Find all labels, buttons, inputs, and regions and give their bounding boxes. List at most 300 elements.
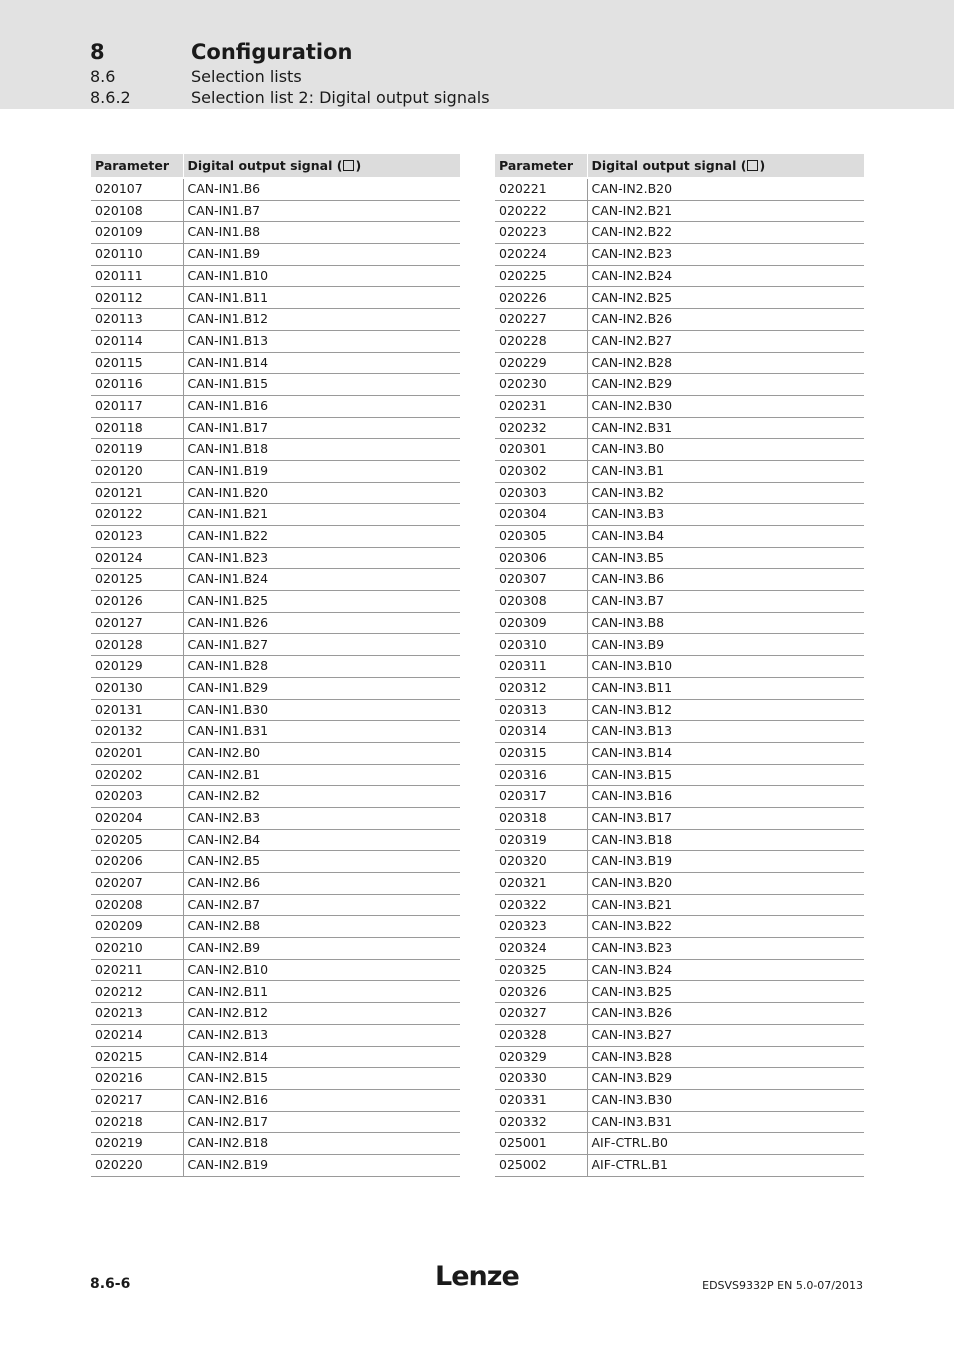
table-row: [495, 330, 864, 352]
signal-cell: CAN-IN2.B6: [183, 873, 460, 895]
parameter-cell: 020131: [91, 699, 183, 721]
signal-cell: CAN-IN1.B8: [183, 222, 460, 244]
table-row: [91, 1133, 460, 1155]
table-row: [91, 981, 460, 1003]
signal-cell: CAN-IN1.B31: [183, 721, 460, 743]
table-row: [91, 699, 460, 721]
table-row: [91, 1024, 460, 1046]
parameter-cell: 020223: [495, 222, 587, 244]
signal-cell: CAN-IN1.B11: [183, 287, 460, 309]
signal-cell: CAN-IN2.B17: [183, 1111, 460, 1133]
parameter-cell: 020220: [91, 1154, 183, 1176]
table-row: [495, 938, 864, 960]
table-row: [495, 873, 864, 895]
signal-cell: CAN-IN3.B23: [587, 938, 864, 960]
signal-cell: CAN-IN3.B18: [587, 829, 864, 851]
signal-cell: CAN-IN2.B3: [183, 807, 460, 829]
signal-cell: CAN-IN3.B5: [587, 547, 864, 569]
table-row: [91, 916, 460, 938]
table-row: [495, 178, 864, 200]
signal-cell: CAN-IN2.B4: [183, 829, 460, 851]
table-row: [91, 656, 460, 678]
parameter-cell: 020332: [495, 1111, 587, 1133]
parameter-cell: 020108: [91, 200, 183, 222]
table-row: [495, 569, 864, 591]
signal-cell: CAN-IN1.B10: [183, 265, 460, 287]
signal-cell: CAN-IN3.B9: [587, 634, 864, 656]
parameter-cell: 020205: [91, 829, 183, 851]
signal-cell: CAN-IN3.B2: [587, 482, 864, 504]
table-row: [91, 287, 460, 309]
table-row: [91, 200, 460, 222]
parameter-cell: 020111: [91, 265, 183, 287]
parameter-cell: 020231: [495, 395, 587, 417]
signal-cell: CAN-IN1.B6: [183, 178, 460, 200]
parameter-cell: 020215: [91, 1046, 183, 1068]
signal-cell: CAN-IN3.B22: [587, 916, 864, 938]
parameter-cell: 020221: [495, 178, 587, 200]
table-row: [495, 591, 864, 613]
signal-cell: CAN-IN3.B31: [587, 1111, 864, 1133]
parameter-cell: 020225: [495, 265, 587, 287]
table-row: [91, 178, 460, 200]
signal-cell: CAN-IN3.B4: [587, 526, 864, 548]
parameter-cell: 020325: [495, 959, 587, 981]
table-row: [91, 417, 460, 439]
column-header-signal-label: Digital output signal (: [591, 158, 747, 173]
table-row: [91, 1111, 460, 1133]
table-row: [91, 786, 460, 808]
parameter-cell: 020310: [495, 634, 587, 656]
signal-cell: CAN-IN3.B26: [587, 1003, 864, 1025]
table-row: [91, 482, 460, 504]
table-row: [495, 504, 864, 526]
signal-cell: CAN-IN1.B28: [183, 656, 460, 678]
section-number: 8.6: [90, 67, 116, 86]
table-row: [495, 656, 864, 678]
parameter-cell: 020211: [91, 959, 183, 981]
parameter-cell: 020126: [91, 591, 183, 613]
table-row: [91, 612, 460, 634]
signal-cell: CAN-IN3.B24: [587, 959, 864, 981]
parameter-cell: 020303: [495, 482, 587, 504]
parameter-cell: 020301: [495, 439, 587, 461]
table-row: [495, 699, 864, 721]
parameter-cell: 020302: [495, 460, 587, 482]
parameter-cell: 020209: [91, 916, 183, 938]
table-row: [495, 1089, 864, 1111]
signal-cell: CAN-IN3.B6: [587, 569, 864, 591]
section-title: Selection lists: [191, 67, 302, 86]
table-row: [495, 439, 864, 461]
table-row: [495, 1154, 864, 1176]
signal-cell: CAN-IN2.B2: [183, 786, 460, 808]
parameter-cell: 020329: [495, 1046, 587, 1068]
column-header-signal-close: ): [355, 158, 362, 173]
column-header-signal: [183, 154, 460, 178]
signal-cell: CAN-IN3.B7: [587, 591, 864, 613]
parameter-cell: 020324: [495, 938, 587, 960]
table-row: [495, 916, 864, 938]
table-row: [91, 1089, 460, 1111]
table-row: [495, 959, 864, 981]
signal-cell: CAN-IN2.B14: [183, 1046, 460, 1068]
table-row: [91, 395, 460, 417]
parameter-cell: 020222: [495, 200, 587, 222]
signal-cell: CAN-IN1.B25: [183, 591, 460, 613]
table-row: [495, 721, 864, 743]
table-row: [495, 265, 864, 287]
parameter-cell: 020305: [495, 526, 587, 548]
signal-cell: CAN-IN3.B29: [587, 1068, 864, 1090]
signal-cell: AIF-CTRL.B1: [587, 1154, 864, 1176]
parameter-cell: 020229: [495, 352, 587, 374]
parameter-cell: 020130: [91, 677, 183, 699]
parameter-cell: 020313: [495, 699, 587, 721]
table-row: [495, 417, 864, 439]
table-row: [495, 200, 864, 222]
table-row: [91, 959, 460, 981]
parameter-cell: 020125: [91, 569, 183, 591]
table-row: [91, 374, 460, 396]
table-row: [91, 873, 460, 895]
parameter-cell: 020203: [91, 786, 183, 808]
signal-cell: CAN-IN2.B18: [183, 1133, 460, 1155]
parameter-cell: 020308: [495, 591, 587, 613]
table-row: [495, 894, 864, 916]
parameter-cell: 020232: [495, 417, 587, 439]
parameter-cell: 020107: [91, 178, 183, 200]
table-row: [91, 569, 460, 591]
parameter-cell: 020331: [495, 1089, 587, 1111]
signal-cell: CAN-IN1.B9: [183, 244, 460, 266]
table-row: [495, 395, 864, 417]
table-row: [495, 1046, 864, 1068]
table-row: [91, 894, 460, 916]
table-row: [495, 352, 864, 374]
square-icon: [343, 160, 354, 171]
signal-cell: CAN-IN1.B22: [183, 526, 460, 548]
parameter-cell: 020323: [495, 916, 587, 938]
parameter-cell: 020311: [495, 656, 587, 678]
parameter-cell: 020314: [495, 721, 587, 743]
square-icon: [747, 160, 758, 171]
parameter-cell: 020121: [91, 482, 183, 504]
signal-cell: CAN-IN3.B19: [587, 851, 864, 873]
parameter-cell: 020129: [91, 656, 183, 678]
parameter-cell: 020318: [495, 807, 587, 829]
signal-cell: CAN-IN1.B21: [183, 504, 460, 526]
table-row: [91, 504, 460, 526]
signal-cell: CAN-IN1.B12: [183, 309, 460, 331]
signal-cell: CAN-IN3.B0: [587, 439, 864, 461]
signal-cell: CAN-IN2.B20: [587, 178, 864, 200]
parameter-cell: 020228: [495, 330, 587, 352]
table-row: [495, 1003, 864, 1025]
signal-cell: CAN-IN1.B16: [183, 395, 460, 417]
parameter-cell: 020330: [495, 1068, 587, 1090]
parameter-cell: 020218: [91, 1111, 183, 1133]
signal-cell: CAN-IN1.B15: [183, 374, 460, 396]
chapter-number: 8: [90, 40, 105, 64]
signal-cell: CAN-IN3.B28: [587, 1046, 864, 1068]
signal-cell: CAN-IN2.B25: [587, 287, 864, 309]
table-row: [495, 786, 864, 808]
table-row: [495, 634, 864, 656]
signal-cell: CAN-IN2.B31: [587, 417, 864, 439]
selection-table-right: [495, 154, 864, 1177]
parameter-cell: 020307: [495, 569, 587, 591]
parameter-cell: 020114: [91, 330, 183, 352]
signal-cell: CAN-IN3.B11: [587, 677, 864, 699]
signal-cell: CAN-IN1.B14: [183, 352, 460, 374]
parameter-cell: 020224: [495, 244, 587, 266]
parameter-cell: 020316: [495, 764, 587, 786]
table-row: [91, 721, 460, 743]
signal-cell: CAN-IN2.B1: [183, 764, 460, 786]
signal-cell: CAN-IN2.B30: [587, 395, 864, 417]
table-body: [91, 178, 460, 1176]
signal-cell: CAN-IN1.B13: [183, 330, 460, 352]
table-row: [495, 287, 864, 309]
parameter-cell: 020118: [91, 417, 183, 439]
table-row: [495, 851, 864, 873]
parameter-cell: 020207: [91, 873, 183, 895]
table-row: [91, 526, 460, 548]
table-row: [91, 807, 460, 829]
signal-cell: CAN-IN2.B10: [183, 959, 460, 981]
parameter-cell: 020328: [495, 1024, 587, 1046]
parameter-cell: 020212: [91, 981, 183, 1003]
signal-cell: CAN-IN2.B5: [183, 851, 460, 873]
table-row: [91, 330, 460, 352]
table-row: [495, 764, 864, 786]
table-row: [91, 244, 460, 266]
signal-cell: CAN-IN1.B23: [183, 547, 460, 569]
selection-table-left: [91, 154, 460, 1177]
parameter-cell: 020320: [495, 851, 587, 873]
signal-cell: CAN-IN2.B21: [587, 200, 864, 222]
table-row: [91, 634, 460, 656]
parameter-cell: 020213: [91, 1003, 183, 1025]
table-header-row: [91, 154, 460, 178]
chapter-title: Configuration: [191, 40, 353, 64]
parameter-cell: 020217: [91, 1089, 183, 1111]
signal-cell: CAN-IN3.B17: [587, 807, 864, 829]
parameter-cell: 020113: [91, 309, 183, 331]
parameter-cell: 020122: [91, 504, 183, 526]
table-row: [91, 309, 460, 331]
signal-cell: CAN-IN3.B20: [587, 873, 864, 895]
column-header-signal: [587, 154, 864, 178]
parameter-cell: 020315: [495, 742, 587, 764]
signal-cell: CAN-IN1.B30: [183, 699, 460, 721]
signal-cell: AIF-CTRL.B0: [587, 1133, 864, 1155]
table-row: [91, 222, 460, 244]
signal-cell: CAN-IN2.B26: [587, 309, 864, 331]
signal-cell: CAN-IN1.B27: [183, 634, 460, 656]
table-row: [495, 526, 864, 548]
signal-cell: CAN-IN3.B1: [587, 460, 864, 482]
table-header-row: [495, 154, 864, 178]
table-row: [91, 591, 460, 613]
parameter-cell: 020214: [91, 1024, 183, 1046]
table-row: [495, 547, 864, 569]
signal-cell: CAN-IN3.B30: [587, 1089, 864, 1111]
parameter-cell: 020322: [495, 894, 587, 916]
signal-cell: CAN-IN1.B7: [183, 200, 460, 222]
table-row: [495, 309, 864, 331]
table-row: [495, 1068, 864, 1090]
signal-cell: CAN-IN2.B12: [183, 1003, 460, 1025]
parameter-cell: 020327: [495, 1003, 587, 1025]
column-header-signal-label: Digital output signal (: [187, 158, 343, 173]
table-row: [91, 1046, 460, 1068]
table-row: [91, 677, 460, 699]
parameter-cell: 025001: [495, 1133, 587, 1155]
table-row: [91, 1003, 460, 1025]
parameter-cell: 020227: [495, 309, 587, 331]
parameter-cell: 020110: [91, 244, 183, 266]
table-row: [495, 1024, 864, 1046]
signal-cell: CAN-IN2.B13: [183, 1024, 460, 1046]
parameter-cell: 020219: [91, 1133, 183, 1155]
table-row: [91, 742, 460, 764]
table-row: [91, 439, 460, 461]
subsection-title: Selection list 2: Digital output signals: [191, 88, 490, 107]
parameter-cell: 020120: [91, 460, 183, 482]
page-number: 8.6-6: [90, 1276, 131, 1292]
table-row: [91, 764, 460, 786]
table-row: [495, 374, 864, 396]
signal-cell: CAN-IN3.B15: [587, 764, 864, 786]
parameter-cell: 020119: [91, 439, 183, 461]
parameter-cell: 020210: [91, 938, 183, 960]
signal-cell: CAN-IN3.B14: [587, 742, 864, 764]
table-row: [91, 460, 460, 482]
signal-cell: CAN-IN3.B3: [587, 504, 864, 526]
table-row: [495, 829, 864, 851]
table-row: [91, 829, 460, 851]
parameter-cell: 020216: [91, 1068, 183, 1090]
table-row: [91, 851, 460, 873]
table-row: [495, 612, 864, 634]
parameter-cell: 020124: [91, 547, 183, 569]
table-row: [495, 807, 864, 829]
signal-cell: CAN-IN2.B19: [183, 1154, 460, 1176]
signal-cell: CAN-IN2.B29: [587, 374, 864, 396]
signal-cell: CAN-IN1.B20: [183, 482, 460, 504]
parameter-cell: 020202: [91, 764, 183, 786]
signal-cell: CAN-IN1.B18: [183, 439, 460, 461]
table-row: [495, 1111, 864, 1133]
parameter-cell: 020319: [495, 829, 587, 851]
parameter-cell: 020112: [91, 287, 183, 309]
table-row: [495, 244, 864, 266]
parameter-cell: 020230: [495, 374, 587, 396]
signal-cell: CAN-IN3.B10: [587, 656, 864, 678]
lenze-logo: Lenze: [435, 1261, 519, 1292]
table-row: [91, 265, 460, 287]
signal-cell: CAN-IN2.B28: [587, 352, 864, 374]
table-row: [91, 352, 460, 374]
table-row: [91, 1154, 460, 1176]
parameter-cell: 020109: [91, 222, 183, 244]
document-id: EDSVS9332P EN 5.0-07/2013: [702, 1279, 863, 1292]
table-row: [495, 742, 864, 764]
signal-cell: CAN-IN2.B22: [587, 222, 864, 244]
table-row: [495, 1133, 864, 1155]
signal-cell: CAN-IN3.B12: [587, 699, 864, 721]
signal-cell: CAN-IN2.B27: [587, 330, 864, 352]
parameter-cell: 020127: [91, 612, 183, 634]
table-row: [91, 547, 460, 569]
table-row: [495, 482, 864, 504]
table-row: [91, 1068, 460, 1090]
parameter-cell: 020115: [91, 352, 183, 374]
column-header-signal-close: ): [759, 158, 766, 173]
signal-cell: CAN-IN2.B15: [183, 1068, 460, 1090]
parameter-cell: 020128: [91, 634, 183, 656]
signal-cell: CAN-IN1.B29: [183, 677, 460, 699]
parameter-cell: 020306: [495, 547, 587, 569]
parameter-cell: 020321: [495, 873, 587, 895]
signal-cell: CAN-IN2.B0: [183, 742, 460, 764]
signal-cell: CAN-IN1.B24: [183, 569, 460, 591]
table-row: [91, 938, 460, 960]
parameter-cell: 020326: [495, 981, 587, 1003]
signal-cell: CAN-IN2.B23: [587, 244, 864, 266]
signal-cell: CAN-IN2.B8: [183, 916, 460, 938]
signal-cell: CAN-IN1.B19: [183, 460, 460, 482]
parameter-cell: 020201: [91, 742, 183, 764]
signal-cell: CAN-IN3.B16: [587, 786, 864, 808]
signal-cell: CAN-IN1.B17: [183, 417, 460, 439]
signal-cell: CAN-IN2.B11: [183, 981, 460, 1003]
signal-cell: CAN-IN3.B21: [587, 894, 864, 916]
signal-cell: CAN-IN3.B13: [587, 721, 864, 743]
signal-cell: CAN-IN2.B9: [183, 938, 460, 960]
parameter-cell: 020226: [495, 287, 587, 309]
column-header-parameter: Parameter: [91, 154, 183, 178]
signal-cell: CAN-IN2.B16: [183, 1089, 460, 1111]
signal-cell: CAN-IN3.B8: [587, 612, 864, 634]
table-row: [495, 222, 864, 244]
signal-cell: CAN-IN2.B24: [587, 265, 864, 287]
table-row: [495, 460, 864, 482]
table-row: [495, 677, 864, 699]
parameter-cell: 020317: [495, 786, 587, 808]
signal-cell: CAN-IN1.B26: [183, 612, 460, 634]
subsection-number: 8.6.2: [90, 88, 131, 107]
parameter-cell: 020312: [495, 677, 587, 699]
signal-cell: CAN-IN2.B7: [183, 894, 460, 916]
parameter-cell: 020123: [91, 526, 183, 548]
signal-cell: CAN-IN3.B27: [587, 1024, 864, 1046]
table-row: [495, 981, 864, 1003]
column-header-parameter: Parameter: [495, 154, 587, 178]
parameter-cell: 020117: [91, 395, 183, 417]
parameter-cell: 020208: [91, 894, 183, 916]
parameter-cell: 020309: [495, 612, 587, 634]
parameter-cell: 020304: [495, 504, 587, 526]
table-body: [495, 178, 864, 1176]
parameter-cell: 020116: [91, 374, 183, 396]
parameter-cell: 020204: [91, 807, 183, 829]
parameter-cell: 020206: [91, 851, 183, 873]
parameter-cell: 025002: [495, 1154, 587, 1176]
parameter-cell: 020132: [91, 721, 183, 743]
